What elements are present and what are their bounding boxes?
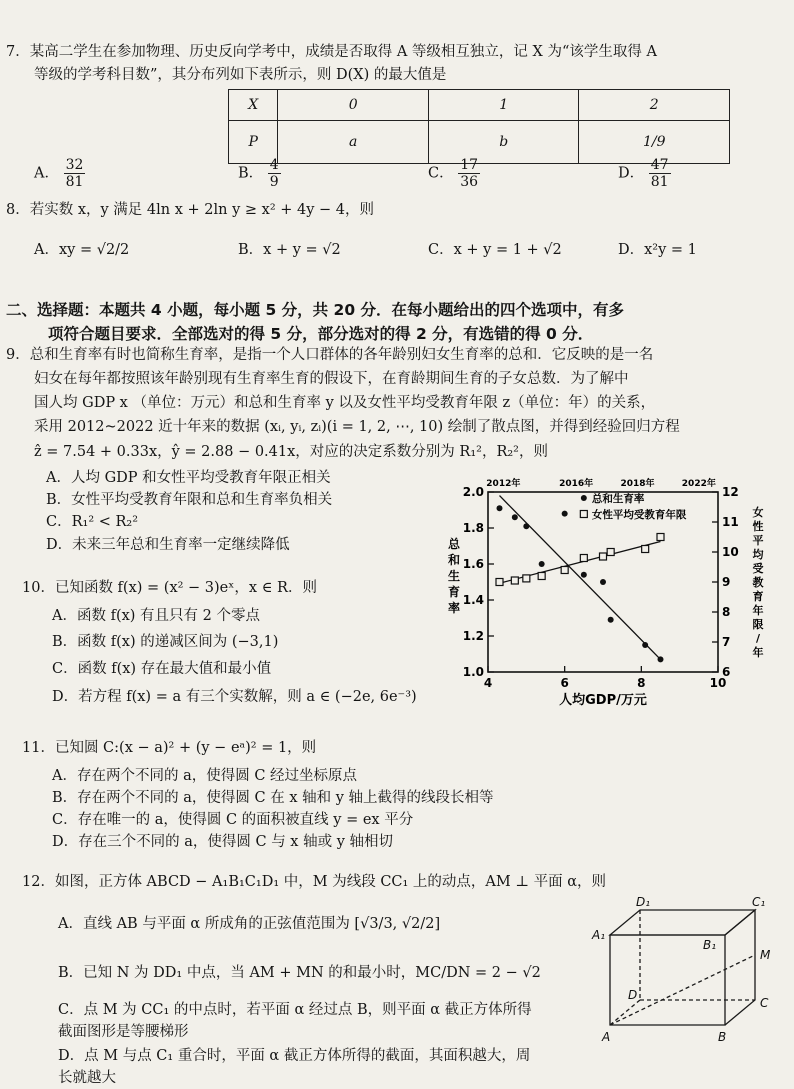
distribution-table — [228, 89, 730, 164]
top-year-label: 2022年 — [681, 479, 716, 489]
y-right-axis-label-char: 受 — [752, 562, 764, 575]
vertex-label-b: B — [718, 1030, 727, 1044]
numerator: 17 — [460, 157, 479, 173]
data-point-education — [496, 579, 503, 586]
legend-label-education: 女性平均受教育年限 — [591, 509, 687, 521]
option-fraction — [268, 157, 281, 190]
data-point-education — [511, 577, 518, 584]
vertex-label-m: M — [760, 948, 771, 962]
vertex-label-b1: B₁ — [703, 938, 717, 952]
y-left-tick-label: 1.4 — [462, 593, 484, 607]
y-right-axis-label-char: 女 — [752, 506, 764, 519]
y-right-tick-label: 10 — [722, 545, 739, 559]
numerator: 32 — [65, 157, 84, 173]
data-point-education — [561, 567, 568, 574]
y-right-axis-label-char: 教 — [752, 576, 764, 589]
q10-option-b[interactable]: B．函数 f(x) 的递减区间为 (−3,1) — [52, 634, 279, 650]
y-left-axis-label-char: 生 — [447, 569, 461, 583]
q9-stem-line2: 妇女在每年都按照该年龄别现有生育率生育的假设下，在育龄期间生育的子女总数．为了解中 — [34, 371, 629, 387]
data-point-fertility — [642, 642, 648, 648]
q10-option-d[interactable]: D．若方程 f(x) = a 有三个实数解，则 a ∈ (−2e, 6e⁻³) — [52, 689, 417, 705]
q10-option-c[interactable]: C．函数 f(x) 存在最大值和最小值 — [52, 661, 272, 677]
y-left-axis-label-char: 率 — [447, 601, 461, 615]
table-cell: X — [229, 90, 278, 121]
table-cell: 1/9 — [579, 121, 730, 164]
vertex-label-a1: A₁ — [592, 928, 606, 942]
x-tick-label: 4 — [483, 676, 493, 690]
q7-option-b[interactable] — [238, 157, 281, 190]
q10-stem: 10．已知函数 f(x) = (x² − 3)eˣ，x ∈ R．则 — [22, 580, 317, 596]
q7-option-c[interactable] — [428, 157, 480, 190]
top-year-label: 2016年 — [559, 479, 594, 489]
y-right-tick-label: 11 — [722, 515, 739, 529]
q8-option-b[interactable]: B．x + y = √2 — [238, 242, 341, 258]
table-cell: 1 — [428, 90, 579, 121]
table-cell: 0 — [278, 90, 429, 121]
q11-stem: 11．已知圆 C:(x − a)² + (y − eᵃ)² = 1，则 — [22, 740, 317, 756]
numerator: 4 — [269, 157, 279, 173]
cube-top-face — [610, 910, 755, 935]
table-cell: a — [278, 121, 429, 164]
cube-right-face — [725, 910, 755, 1025]
q9-option-a[interactable]: A．人均 GDP 和女性平均受教育年限正相关 — [46, 470, 331, 486]
numerator: 47 — [650, 157, 669, 173]
cube-diagram — [590, 895, 790, 1045]
data-point-fertility — [600, 579, 606, 585]
legend-label-fertility: 总和生育率 — [591, 493, 645, 505]
y-left-axis-label-char: 总 — [447, 537, 461, 551]
y-left-tick-label: 1.6 — [462, 557, 484, 571]
data-point-education — [657, 534, 664, 541]
y-left-tick-label: 1.2 — [462, 629, 484, 643]
q12-option-b[interactable]: B．已知 N 为 DD₁ 中点，当 AM + MN 的和最小时，MC/DN = 2 − √2 — [58, 965, 541, 981]
y-right-tick-label: 6 — [722, 665, 731, 679]
y-right-tick-label: 9 — [722, 575, 731, 589]
y-right-tick-label: 7 — [722, 635, 731, 649]
y-right-tick-label: 8 — [722, 605, 731, 619]
q12-option-d-line1[interactable]: D．点 M 与点 C₁ 重合时，平面 α 截正方体所得的截面，其面积越大，周 — [58, 1048, 531, 1064]
q9-option-c[interactable]: C．R₁² < R₂² — [46, 514, 139, 530]
section-heading-line2: 项符合题目要求．全部选对的得 5 分，部分选对的得 2 分，有选错的得 0 分． — [48, 325, 594, 343]
q7-option-a[interactable] — [34, 157, 85, 190]
q9-option-d[interactable]: D．未来三年总和生育率一定继续降低 — [46, 537, 290, 553]
data-point-education — [580, 555, 587, 562]
option-letter: B． — [238, 165, 264, 182]
q7-option-d[interactable] — [618, 157, 671, 190]
q12-stem: 12．如图，正方体 ABCD − A₁B₁C₁D₁ 中，M 为线段 CC₁ 上的动点，AM ⊥ 平面 α，则 — [22, 874, 606, 890]
denominator: 9 — [269, 174, 279, 190]
y-right-axis-label-char: 育 — [752, 590, 764, 603]
y-left-tick-label: 1.8 — [462, 521, 484, 535]
data-point-fertility — [539, 561, 545, 567]
q10-option-a[interactable]: A．函数 f(x) 有且只有 2 个零点 — [52, 608, 260, 624]
denominator: 81 — [65, 174, 84, 190]
y-right-axis-label-char: 限 — [752, 618, 764, 631]
q12-option-a[interactable]: A．直线 AB 与平面 α 所成角的正弦值范围为 [√3/3, √2/2] — [58, 916, 441, 932]
data-point-education — [607, 549, 614, 556]
q11-option-c[interactable]: C．存在唯一的 a，使得圆 C 的面积被直线 y = ex 平分 — [52, 812, 414, 828]
q7-stem-line2: 等级的学考科目数”，其分布列如下表所示，则 D(X) 的最大值是 — [34, 67, 447, 83]
y-right-axis-label-char: 平 — [752, 534, 764, 547]
q12-option-d-line2: 长就越大 — [58, 1070, 116, 1086]
section-heading-line1: 二、选择题：本题共 4 小题，每小题 5 分，共 20 分．在每小题给出的四个选项中，有多 — [6, 301, 625, 319]
q11-option-b[interactable]: B．存在两个不同的 a，使得圆 C 在 x 轴和 y 轴上截得的线段长相等 — [52, 790, 494, 806]
y-left-axis-label-char: 育 — [447, 585, 461, 599]
option-fraction — [649, 157, 671, 190]
y-right-axis-label-char: 年 — [752, 604, 764, 617]
x-tick-label: 6 — [560, 676, 569, 690]
option-fraction — [64, 157, 86, 190]
data-point-fertility — [658, 656, 664, 662]
q9-option-b[interactable]: B．女性平均受教育年限和总和生育率负相关 — [46, 492, 333, 508]
q9-stem-line4: 采用 2012~2022 近十年来的数据 (xᵢ, yᵢ, zᵢ)(i = 1, 2, ⋯, 10) 绘制了散点图，并得到经验回归方程 — [34, 419, 680, 435]
y-left-tick-label: 1.0 — [462, 665, 484, 679]
data-point-education — [523, 575, 530, 582]
q8-stem: 8．若实数 x，y 满足 4ln x + 2ln y ≥ x² + 4y − 4，则 — [6, 202, 375, 218]
q8-option-c[interactable]: C．x + y = 1 + √2 — [428, 242, 562, 258]
data-point-education — [600, 553, 607, 560]
top-year-label: 2018年 — [620, 479, 655, 489]
q8-option-a[interactable]: A．xy = √2/2 — [34, 242, 130, 258]
vertex-label-d1: D₁ — [636, 895, 651, 909]
q9-stem-line5: ẑ = 7.54 + 0.33x，ŷ = 2.88 − 0.41x，对应的决定系数分别为 R₁²，R₂²，则 — [34, 444, 548, 460]
option-fraction — [458, 157, 480, 190]
denominator: 81 — [650, 174, 669, 190]
data-point-fertility — [523, 523, 529, 529]
table-cell: 2 — [579, 90, 730, 121]
q12-option-c-line1[interactable]: C．点 M 为 CC₁ 的中点时，若平面 α 经过点 B，则平面 α 截正方体所得 — [58, 1002, 532, 1018]
legend-marker-fertility — [581, 495, 587, 501]
table-row — [229, 90, 730, 121]
denominator: 36 — [460, 174, 479, 190]
legend-marker-education — [580, 511, 587, 518]
option-letter: D． — [618, 165, 645, 182]
y-right-axis-label-char: 均 — [752, 548, 764, 561]
table-cell: b — [428, 121, 579, 164]
y-left-axis-label-char: 和 — [447, 553, 461, 567]
q12-option-c-line2: 截面图形是等腰梯形 — [58, 1024, 189, 1040]
data-point-education — [538, 573, 545, 580]
option-letter: A． — [34, 165, 59, 182]
data-point-fertility — [581, 572, 587, 578]
q9-stem-line3: 国人均 GDP x （单位：万元）和总和生育率 y 以及女性平均受教育年限 z（单位：年）的关系， — [34, 395, 656, 411]
q7-stem-line1: 7．某高二学生在参加物理、历史反向学考中，成绩是否取得 A 等级相互独立，记 X 为“该学生取得 A — [6, 44, 657, 60]
q11-option-a[interactable]: A．存在两个不同的 a，使得圆 C 经过坐标原点 — [52, 768, 358, 784]
data-point-fertility — [562, 511, 568, 517]
y-right-axis-label-char: / — [755, 632, 761, 645]
y-right-axis-label-char: 年 — [752, 646, 764, 659]
vertex-label-d: D — [628, 988, 638, 1002]
x-tick-label: 8 — [637, 676, 646, 690]
data-point-fertility — [608, 617, 614, 623]
y-left-tick-label: 2.0 — [462, 485, 484, 499]
option-letter: C． — [428, 165, 454, 182]
data-point-fertility — [512, 514, 518, 520]
data-point-fertility — [497, 505, 503, 511]
data-point-education — [642, 546, 649, 553]
q8-option-d[interactable]: D．x²y = 1 — [618, 242, 697, 258]
x-tick-label: 10 — [709, 676, 727, 690]
scatter-chart — [440, 468, 770, 713]
vertex-label-c: C — [760, 996, 769, 1010]
vertex-label-c1: C₁ — [752, 895, 766, 909]
q9-stem-line1: 9．总和生育率有时也简称生育率，是指一个人口群体的各年龄别妇女生育率的总和．它反映的是一名 — [6, 347, 654, 363]
y-right-tick-label: 12 — [722, 485, 739, 499]
x-axis-label: 人均GDP/万元 — [559, 693, 647, 708]
q11-option-d[interactable]: D．存在三个不同的 a，使得圆 C 与 x 轴或 y 轴相切 — [52, 834, 393, 850]
y-right-axis-label-char: 性 — [752, 520, 764, 533]
vertex-label-a: A — [602, 1030, 611, 1044]
table-cell: P — [229, 121, 278, 164]
top-year-label: 2012年 — [486, 479, 521, 489]
